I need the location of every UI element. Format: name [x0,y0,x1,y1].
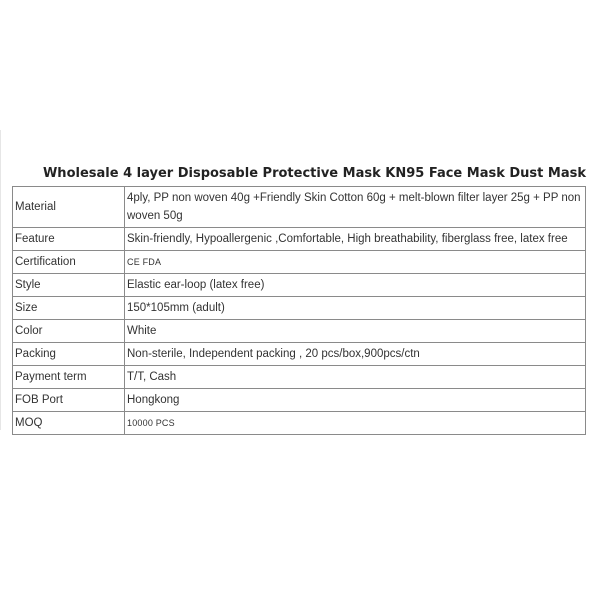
row-label: FOB Port [13,389,125,412]
row-label: Payment term [13,366,125,389]
row-value: Non-sterile, Independent packing , 20 pcs/box,900pcs/ctn [125,343,586,366]
row-value: Hongkong [125,389,586,412]
row-value: 10000 PCS [125,412,586,435]
row-value: Skin-friendly, Hypoallergenic ,Comfortable, High breathability, fiberglass free, latex free [125,228,586,251]
row-label: Style [13,274,125,297]
spec-table [12,186,586,435]
table-row-size [13,297,586,320]
row-value: CE FDA [125,251,586,274]
row-label: Feature [13,228,125,251]
table-row-material [13,187,586,228]
row-label: MOQ [13,412,125,435]
table-row-style [13,274,586,297]
row-label: Color [13,320,125,343]
table-row-payment-term [13,366,586,389]
row-value: 150*105mm (adult) [125,297,586,320]
row-value: 4ply, PP non woven 40g +Friendly Skin Cotton 60g + melt-blown filter layer 25g + PP non woven 50g [125,187,586,228]
table-row-fob-port [13,389,586,412]
row-label: Certification [13,251,125,274]
table-row-color [13,320,586,343]
table-row-moq [13,412,586,435]
table-row-feature [13,228,586,251]
page-title: Wholesale 4 layer Disposable Protective Mask KN95 Face Mask Dust Mask [42,166,586,181]
row-label: Material [13,187,125,228]
row-label: Packing [13,343,125,366]
row-value: White [125,320,586,343]
row-label: Size [13,297,125,320]
row-value: Elastic ear-loop (latex free) [125,274,586,297]
table-row-packing [13,343,586,366]
table-row-certification [13,251,586,274]
row-value: T/T, Cash [125,366,586,389]
